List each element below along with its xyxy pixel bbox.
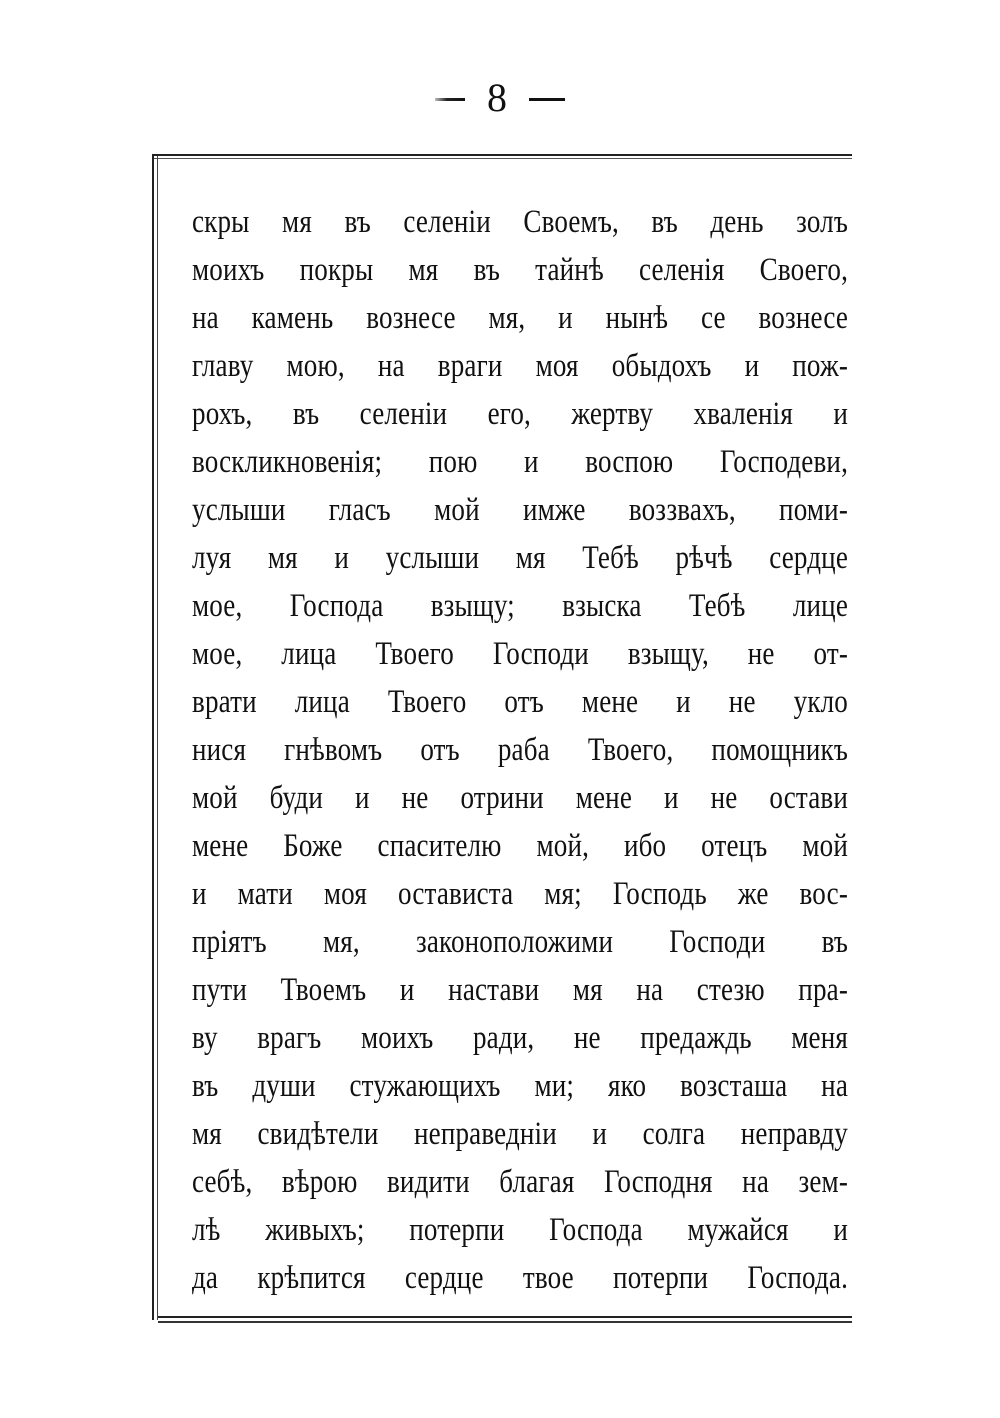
frame-left-rule <box>152 156 158 1320</box>
text-line: мя свидѣтели неправедніи и солга неправду <box>192 1116 848 1152</box>
text-line: себѣ, вѣрою видити благая Господня на зем- <box>192 1164 848 1200</box>
page-number: 8 <box>487 75 507 120</box>
text-line: рохъ, въ селеніи его, жертву хваленія и <box>192 396 848 432</box>
frame-bottom-rule <box>158 1316 852 1323</box>
page-number-header <box>0 74 1000 122</box>
text-line: ву врагъ моихъ ради, не предаждь меня <box>192 1020 848 1056</box>
text-line: мой буди и не отрини мене и не остави <box>192 780 848 816</box>
text-line: скры мя въ селеніи Своемъ, въ день золъ <box>192 204 848 240</box>
text-line: нися гнѣвомъ отъ раба Твоего, помощникъ <box>192 732 848 768</box>
dash-right-ornament <box>529 98 565 101</box>
text-line: и мати моя остависта мя; Господь же вос- <box>192 876 848 912</box>
text-line: луя мя и услыши мя Тебѣ рѣчѣ сердце <box>192 540 848 576</box>
text-line: въ души стужающихъ ми; яко возсташа на <box>192 1068 848 1104</box>
frame-top-rule <box>152 154 852 159</box>
text-line: на камень вознесе мя, и нынѣ се вознесе <box>192 300 848 336</box>
text-line: врати лица Твоего отъ мене и не укло <box>192 684 848 720</box>
text-line: главу мою, на враги моя обыдохъ и пож- <box>192 348 848 384</box>
dash-left-ornament <box>435 98 465 101</box>
text-line: лѣ живыхъ; потерпи Господа мужайся и <box>192 1212 848 1248</box>
text-line: воскликновенія; пою и воспою Господеви, <box>192 444 848 480</box>
text-line: да крѣпится сердце твое потерпи Господа. <box>192 1260 848 1296</box>
text-line: услыши гласъ мой имже воззвахъ, поми- <box>192 492 848 528</box>
text-line: моихъ покры мя въ тайнѣ селенія Своего, <box>192 252 848 288</box>
text-line: мое, лица Твоего Господи взыщу, не от- <box>192 636 848 672</box>
text-line: пути Твоемъ и настави мя на стезю пра- <box>192 972 848 1008</box>
text-line: мое, Господа взыщу; взыска Тебѣ лице <box>192 588 848 624</box>
body-text <box>192 198 848 1302</box>
text-line: мене Боже спасителю мой, ибо отецъ мой <box>192 828 848 864</box>
text-line: пріятъ мя, законоположими Господи въ <box>192 924 848 960</box>
